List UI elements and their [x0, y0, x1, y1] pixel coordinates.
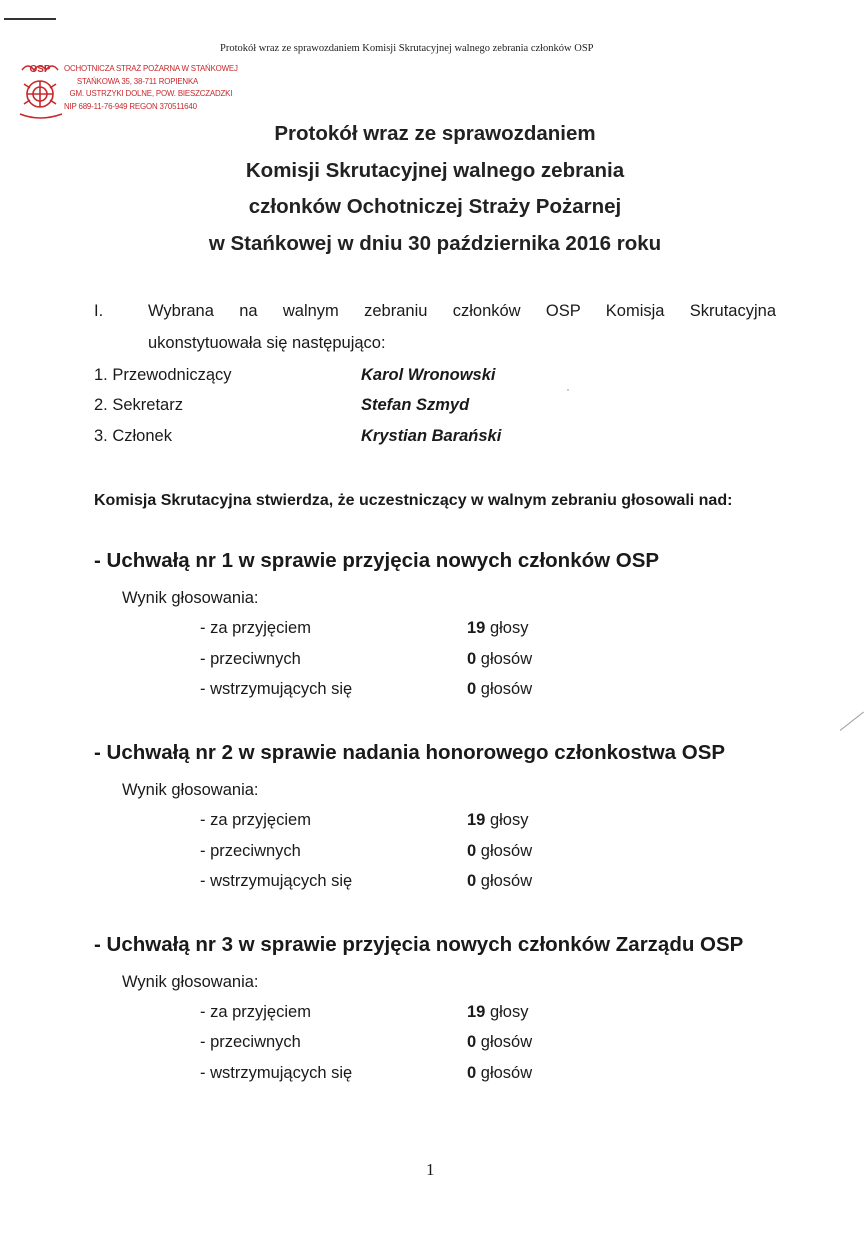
vote-unit: głosów [480, 1064, 533, 1082]
running-header: Protokół wraz ze sprawozdaniem Komisji Skrutacyjnej walnego zebrania członków OSP [220, 43, 594, 54]
vote-value [467, 619, 528, 638]
title-line: członków Ochotniczej Straży Pożarnej [248, 195, 622, 218]
page-number: 1 [426, 1160, 435, 1179]
section-text-continued: ukonstytuowała się następująco: [148, 334, 386, 352]
vote-label: - przeciwnych [200, 1033, 301, 1051]
member-name: Krystian Barański [361, 427, 502, 445]
vote-unit: głosów [480, 842, 533, 860]
scan-dot [567, 389, 569, 391]
vote-count: 19 [467, 619, 486, 637]
vote-label: - przeciwnych [200, 650, 301, 668]
resolution-heading: - Uchwałą nr 2 w sprawie nadania honorowego członkostwa OSP [94, 741, 726, 764]
scan-mark [4, 18, 56, 20]
vote-value [467, 680, 532, 699]
vote-unit: głosów [480, 872, 533, 890]
vote-count: 0 [467, 872, 477, 890]
vote-label: - za przyjęciem [200, 811, 311, 829]
vote-unit: głosów [480, 680, 533, 698]
vote-label: - za przyjęciem [200, 1003, 311, 1021]
vote-label: - za przyjęciem [200, 619, 311, 637]
vote-result-label: Wynik głosowania: [122, 781, 259, 799]
vote-result-label: Wynik głosowania: [122, 973, 259, 991]
vote-result-label: Wynik głosowania: [122, 589, 259, 607]
stamp-logo-text: OSP [29, 64, 51, 75]
osp-emblem-icon [18, 58, 64, 122]
vote-value [467, 650, 532, 669]
stamp-line: OCHOTNICZA STRAŻ POŻARNA W STAŃKOWEJ [64, 63, 238, 73]
member-name: Stefan Szmyd [361, 396, 470, 414]
vote-value [467, 1033, 532, 1052]
member-name: Karol Wronowski [361, 366, 496, 384]
committee-statement: Komisja Skrutacyjna stwierdza, że uczestniczący w walnym zebraniu głosowali nad: [94, 492, 733, 509]
vote-unit: głosy [489, 619, 529, 637]
member-role: 3. Członek [94, 427, 172, 445]
vote-count: 0 [467, 1064, 477, 1082]
section-text: Wybrana na walnym zebraniu członków OSP Komisja Skrutacyjna [148, 302, 776, 320]
resolution-heading: - Uchwałą nr 3 w sprawie przyjęcia nowych członków Zarządu OSP [94, 933, 744, 956]
scan-stroke [840, 712, 864, 731]
vote-value [467, 872, 532, 891]
vote-unit: głosy [489, 1003, 529, 1021]
title-line: Komisji Skrutacyjnej walnego zebrania [245, 158, 625, 182]
vote-value [467, 811, 528, 830]
title-line: Protokół wraz ze sprawozdaniem [274, 122, 596, 145]
stamp-line: STAŃKOWA 35, 38-711 ROPIENKA [76, 75, 199, 86]
vote-count: 19 [467, 811, 486, 829]
resolution-heading: - Uchwałą nr 1 w sprawie przyjęcia nowych członków OSP [94, 549, 660, 572]
vote-label: - wstrzymujących się [200, 1064, 353, 1082]
stamp-line: GM. USTRZYKI DOLNE, POW. BIESZCZADZKI [69, 88, 233, 98]
stamp-line: NIP 689-11-76-949 REGON 370511640 [64, 100, 197, 111]
title-line: w Stańkowej w dniu 30 października 2016 roku [208, 231, 662, 255]
vote-label: - przeciwnych [200, 842, 301, 860]
vote-value [467, 1064, 532, 1083]
vote-unit: głosy [489, 811, 529, 829]
vote-value [467, 1003, 528, 1022]
stamp-text [64, 62, 238, 112]
document-title [150, 116, 720, 262]
vote-count: 0 [467, 680, 477, 698]
vote-count: 0 [467, 650, 477, 668]
vote-label: - wstrzymujących się [200, 872, 353, 890]
vote-count: 0 [467, 842, 477, 860]
vote-unit: głosów [480, 1033, 533, 1051]
member-role: 1. Przewodniczący [94, 366, 232, 384]
vote-count: 0 [467, 1033, 477, 1051]
vote-value [467, 842, 532, 861]
vote-label: - wstrzymujących się [200, 680, 353, 698]
vote-unit: głosów [480, 650, 533, 668]
member-role: 2. Sekretarz [94, 396, 183, 414]
section-number: I. [94, 302, 104, 320]
vote-count: 19 [467, 1003, 486, 1021]
